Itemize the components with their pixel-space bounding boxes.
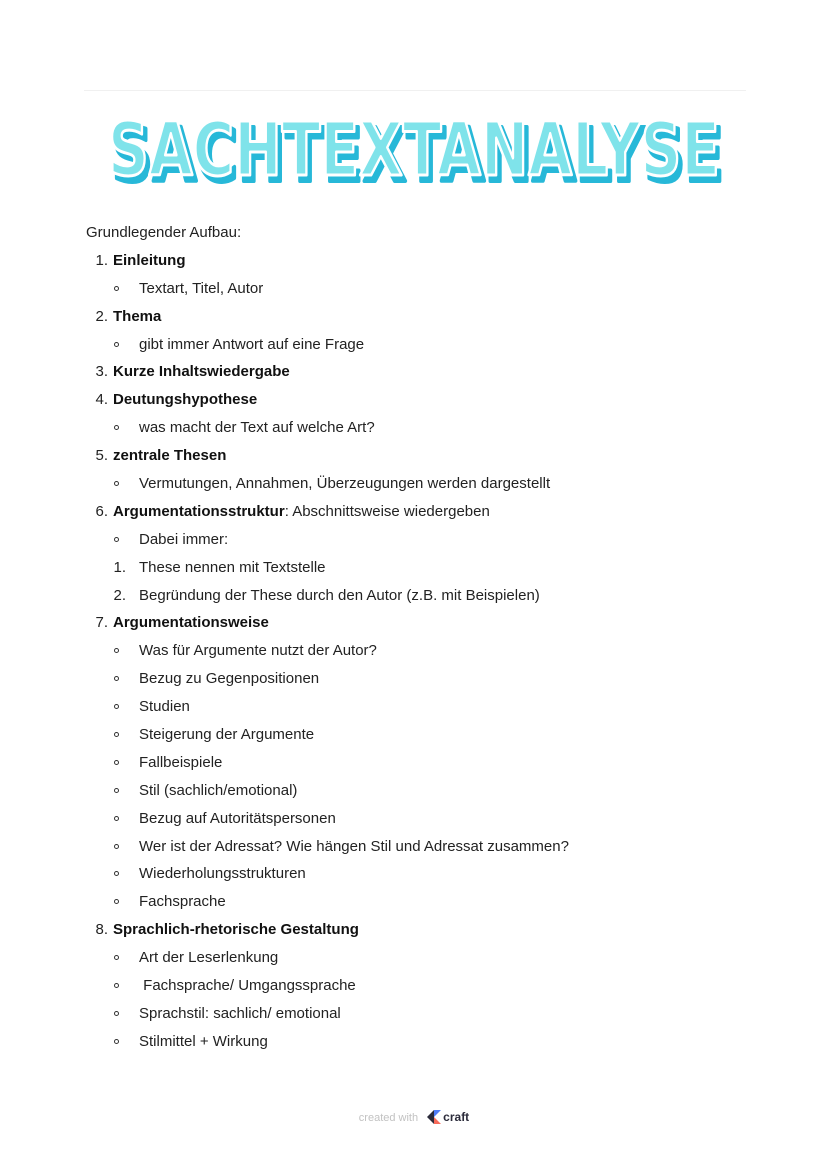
bullet-text: Art der Leserlenkung xyxy=(139,949,279,967)
item-number: 6. xyxy=(95,502,108,520)
item-number: 7. xyxy=(95,614,108,632)
bullet-text: Bezug auf Autoritätspersonen xyxy=(139,809,336,827)
bullet-item xyxy=(86,944,746,972)
numbered-item xyxy=(86,303,746,331)
bullet-item xyxy=(86,972,746,1000)
bullet-item xyxy=(86,888,746,916)
bullet-item xyxy=(86,526,746,554)
intro-line xyxy=(86,219,746,247)
sub-item-text: These nennen mit Textstelle xyxy=(139,558,326,576)
item-description: : Abschnittsweise wiedergeben xyxy=(284,502,490,520)
item-heading: zentrale Thesen xyxy=(113,447,227,465)
item-heading: Argumentationsstruktur xyxy=(113,502,285,520)
title-banner-graphic xyxy=(84,91,746,201)
bullet-item xyxy=(86,414,746,442)
bullet-text: gibt immer Antwort auf eine Frage xyxy=(139,335,365,353)
sub-numbered-item xyxy=(86,554,746,582)
hollow-bullet-icon xyxy=(114,816,119,821)
bullet-text: Vermutungen, Annahmen, Überzeugungen werden dargestellt xyxy=(139,475,551,493)
hollow-bullet-icon xyxy=(114,732,119,737)
craft-logo-icon xyxy=(427,1110,441,1124)
bullet-item xyxy=(86,1000,746,1028)
footer-brand: craft xyxy=(443,1110,470,1124)
hollow-bullet-icon xyxy=(114,871,119,876)
bullet-item xyxy=(86,749,746,777)
bullet-text: Fachsprache xyxy=(139,893,226,911)
bullet-text: Wer ist der Adressat? Wie hängen Stil und Adressat zusammen? xyxy=(139,837,569,855)
bullet-item xyxy=(86,665,746,693)
bullet-item xyxy=(86,833,746,861)
item-heading: Thema xyxy=(113,307,162,325)
item-heading: Kurze Inhaltswiedergabe xyxy=(113,363,290,381)
numbered-item xyxy=(86,442,746,470)
hollow-bullet-icon xyxy=(114,955,119,960)
item-number: 4. xyxy=(95,391,108,409)
footer xyxy=(0,1110,828,1124)
numbered-item xyxy=(86,916,746,944)
item-number: 3. xyxy=(95,363,108,381)
bullet-text: Dabei immer: xyxy=(139,530,229,548)
bullet-text: Stilmittel + Wirkung xyxy=(139,1032,268,1050)
hollow-bullet-icon xyxy=(114,537,119,542)
numbered-item xyxy=(86,386,746,414)
hollow-bullet-icon xyxy=(114,760,119,765)
item-heading: Einleitung xyxy=(113,251,186,269)
bullet-item xyxy=(86,470,746,498)
title-banner xyxy=(84,90,746,201)
bullet-item xyxy=(86,721,746,749)
bullet-text: Fallbeispiele xyxy=(139,753,223,771)
bullet-item xyxy=(86,805,746,833)
hollow-bullet-icon xyxy=(114,481,119,486)
item-number: 5. xyxy=(95,447,108,465)
bullet-item xyxy=(86,331,746,359)
item-text xyxy=(113,386,257,414)
bullet-item xyxy=(86,275,746,303)
bullet-item xyxy=(86,860,746,888)
item-number: 2. xyxy=(95,307,108,325)
sub-item-number: 2. xyxy=(113,586,126,604)
footer-prefix: created with xyxy=(358,1112,419,1124)
bullet-text: Sprachstil: sachlich/ emotional xyxy=(139,1004,341,1022)
banner-title-shadow: SACHTEXTANALYSE xyxy=(112,113,724,199)
hollow-bullet-icon xyxy=(114,425,119,430)
outline-content xyxy=(86,219,746,1056)
bullet-item xyxy=(86,637,746,665)
hollow-bullet-icon xyxy=(114,1039,119,1044)
numbered-item xyxy=(86,498,746,526)
bullet-text: Studien xyxy=(139,698,190,716)
bullet-text: Steigerung der Argumente xyxy=(139,726,315,744)
hollow-bullet-icon xyxy=(114,704,119,709)
numbered-item xyxy=(86,358,746,386)
hollow-bullet-icon xyxy=(114,983,119,988)
item-text xyxy=(113,303,161,331)
hollow-bullet-icon xyxy=(114,676,119,681)
item-text xyxy=(113,609,269,637)
item-text xyxy=(113,916,359,944)
bullet-text: was macht der Text auf welche Art? xyxy=(139,419,375,437)
hollow-bullet-icon xyxy=(114,648,119,653)
bullet-text: Wiederholungsstrukturen xyxy=(139,865,306,883)
hollow-bullet-icon xyxy=(114,788,119,793)
item-text xyxy=(113,498,490,526)
numbered-item xyxy=(86,247,746,275)
hollow-bullet-icon xyxy=(114,1011,119,1016)
item-heading: Deutungshypothese xyxy=(113,391,258,409)
bullet-text: Fachsprache/ Umgangssprache xyxy=(139,977,356,995)
bullet-item xyxy=(86,777,746,805)
sub-item-text: Begründung der These durch den Autor (z.B. mit Beispielen) xyxy=(139,586,540,604)
bullet-text: Was für Argumente nutzt der Autor? xyxy=(139,642,377,660)
intro-text: Grundlegender Aufbau: xyxy=(86,224,242,241)
item-number: 8. xyxy=(95,921,108,939)
item-heading: Sprachlich-rhetorische Gestaltung xyxy=(113,921,359,939)
bullet-text: Stil (sachlich/emotional) xyxy=(139,781,298,799)
item-number: 1. xyxy=(95,251,108,269)
sub-item-number: 1. xyxy=(113,558,126,576)
sub-numbered-item xyxy=(86,582,746,610)
item-text xyxy=(113,442,226,470)
hollow-bullet-icon xyxy=(114,342,119,347)
bullet-item xyxy=(86,693,746,721)
numbered-item xyxy=(86,609,746,637)
item-text xyxy=(113,247,186,275)
hollow-bullet-icon xyxy=(114,899,119,904)
bullet-text: Bezug zu Gegenpositionen xyxy=(139,670,320,688)
bullet-item xyxy=(86,1028,746,1056)
item-heading: Argumentationsweise xyxy=(113,614,269,632)
bullet-text: Textart, Titel, Autor xyxy=(139,279,264,297)
item-text xyxy=(113,358,290,386)
hollow-bullet-icon xyxy=(114,844,119,849)
banner-title: SACHTEXTANALYSE xyxy=(108,107,720,193)
hollow-bullet-icon xyxy=(114,286,119,291)
